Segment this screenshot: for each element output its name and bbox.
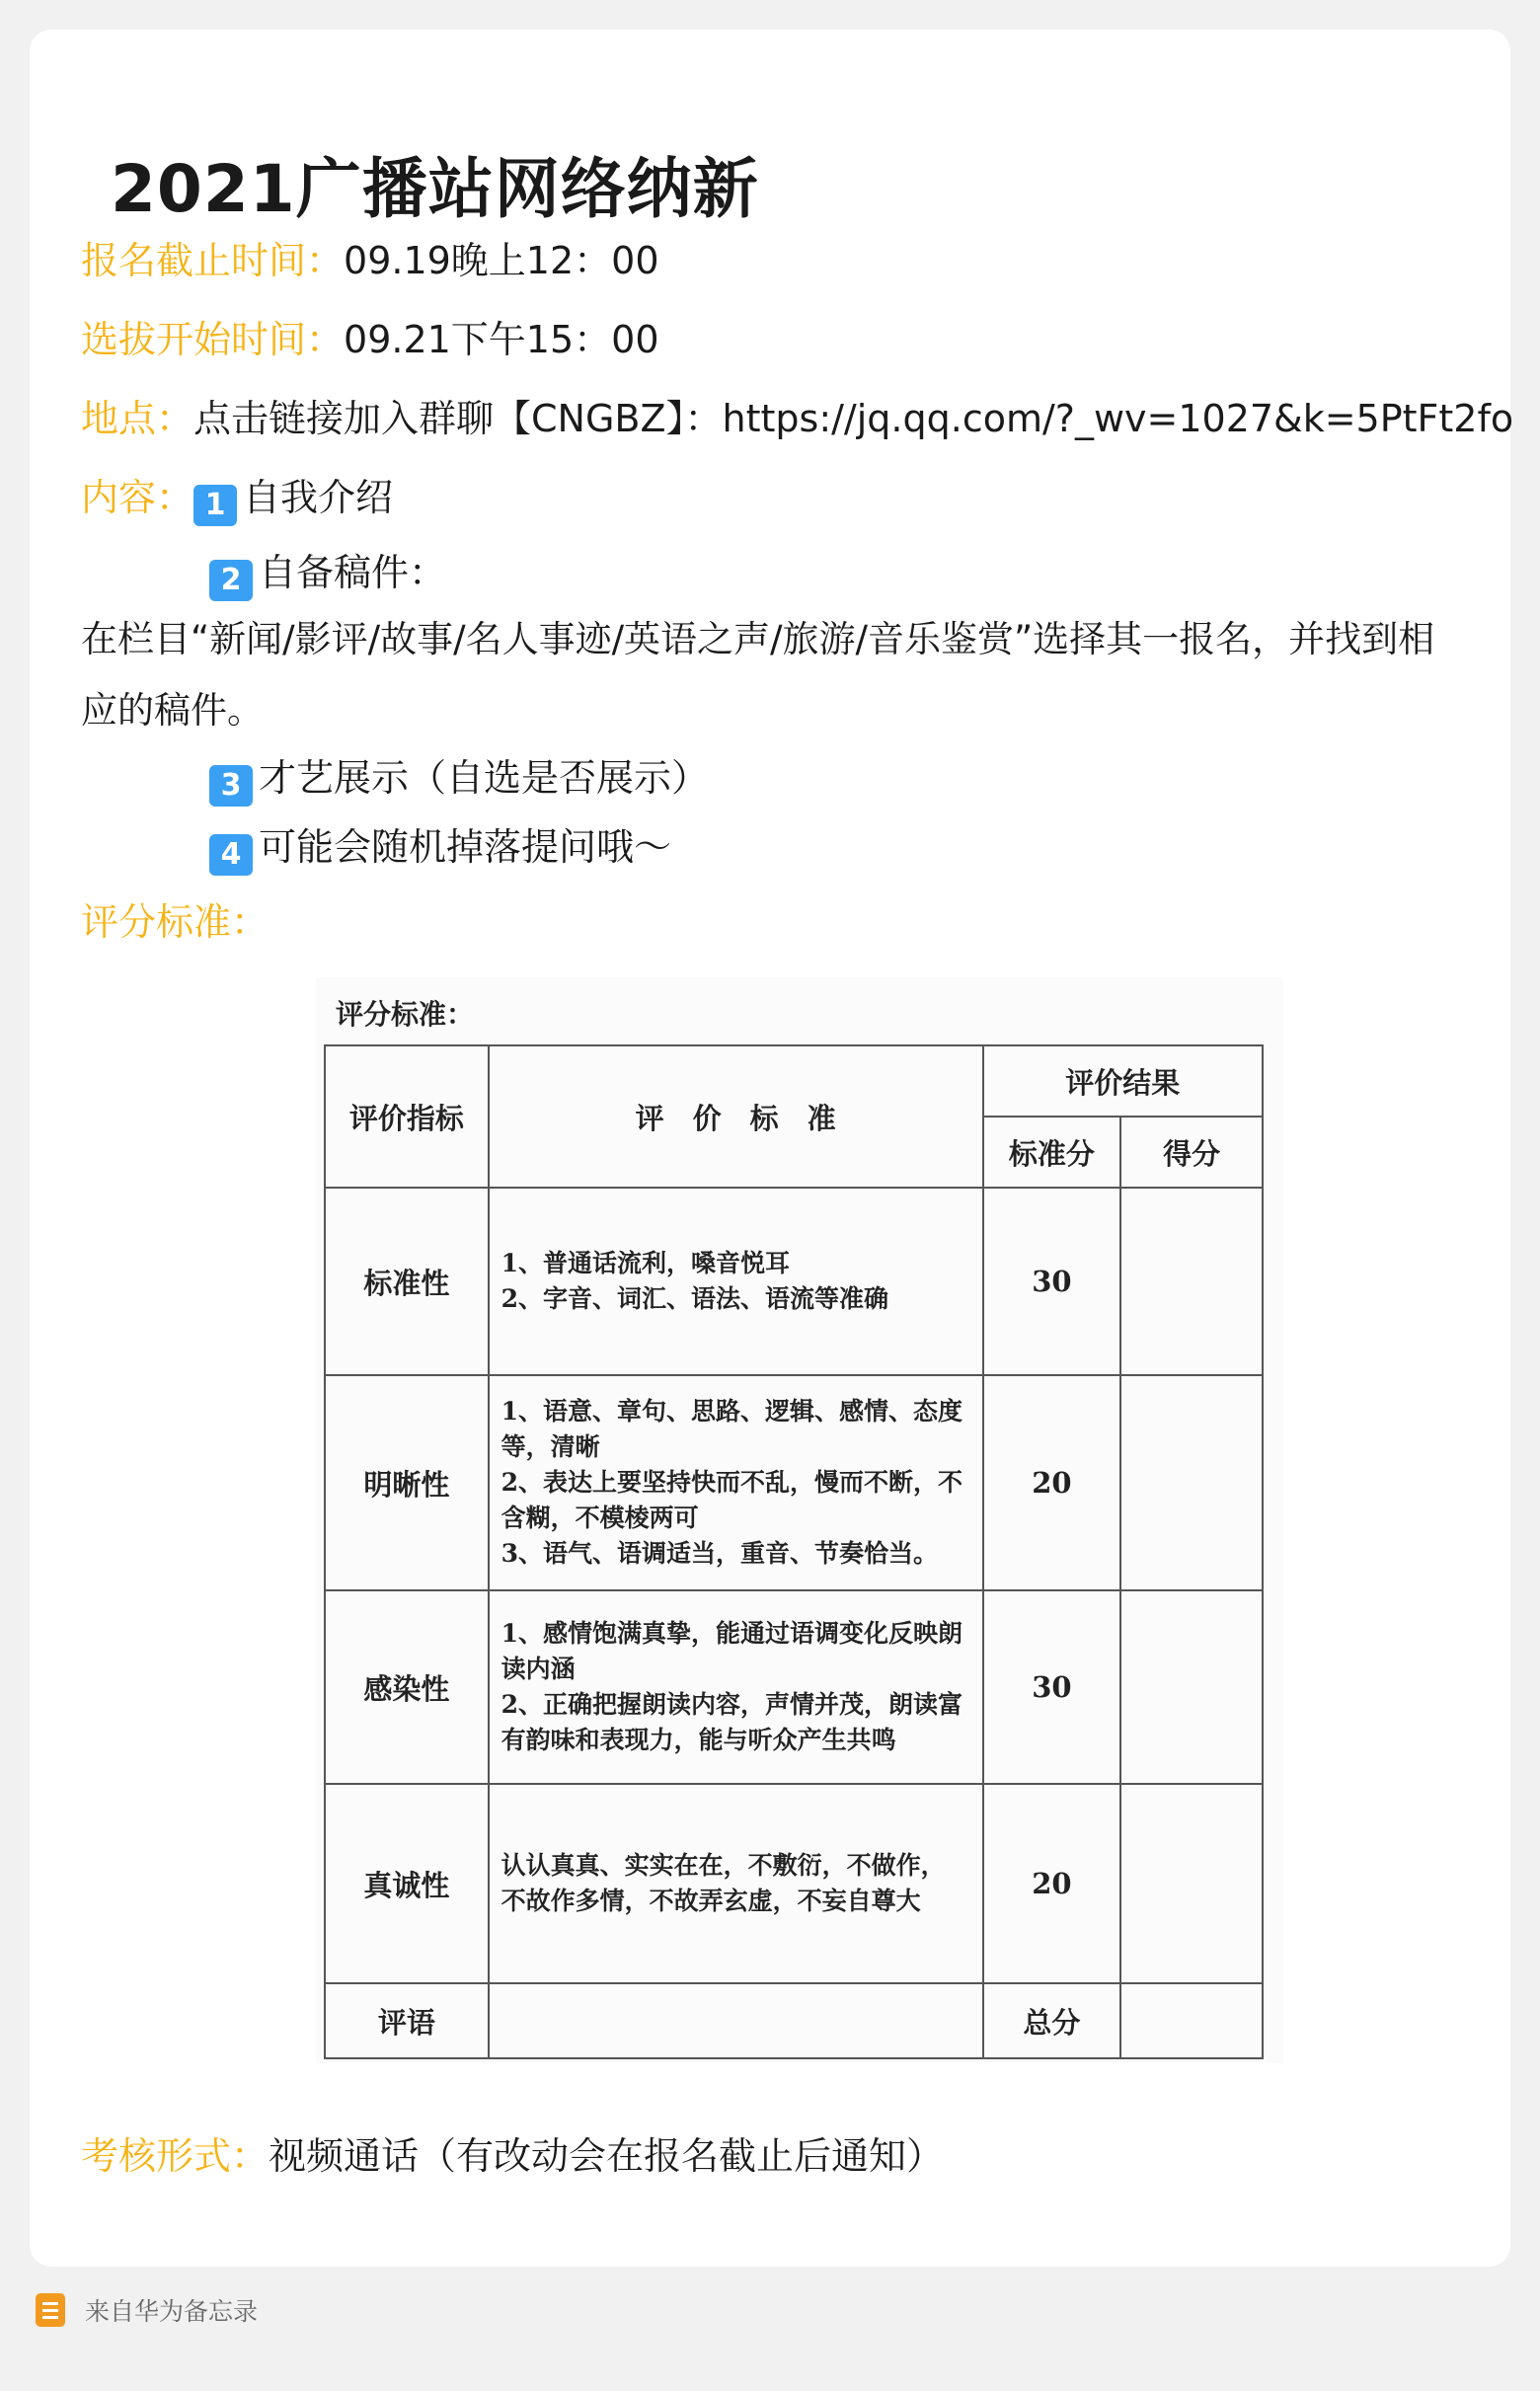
content-item-2: 自备稿件：: [259, 551, 447, 594]
scoring-label: 评分标准：: [81, 900, 270, 944]
criteria-cell: 1、普通话流利，嗓音悦耳 2、字音、词汇、语法、语流等准确: [489, 1188, 983, 1375]
assessment-label: 考核形式：: [81, 2134, 270, 2178]
total-label-cell: 总分: [983, 1983, 1121, 2058]
deadline-label: 报名截止时间：: [81, 239, 345, 282]
location-row: [81, 395, 1513, 442]
criteria-cell: 认认真真、实实在在，不敷衍，不做作，不故作多情，不故弄玄虚，不妄自尊大: [489, 1784, 983, 1983]
table-row: [325, 1784, 1263, 1983]
memo-app-icon: [36, 2293, 65, 2327]
scan-title: 评分标准：: [336, 998, 475, 1031]
content-label: 内容：: [81, 476, 194, 519]
comment-label-cell: 评语: [325, 1983, 489, 2058]
deadline-value: 09.19晚上12：00: [344, 239, 659, 282]
scoring-table: [324, 1044, 1264, 2059]
score-cell: [1120, 1188, 1263, 1375]
content-item-row-2: [209, 549, 446, 601]
footer-source-text: 来自华为备忘录: [85, 2297, 259, 2326]
number-1-icon: 1: [193, 485, 237, 526]
indicator-cell: 标准性: [325, 1188, 489, 1375]
header-standard-score: 标准分: [983, 1117, 1121, 1188]
header-score: 得分: [1120, 1117, 1263, 1188]
deadline-row: [81, 237, 659, 284]
indicator-cell: 感染性: [325, 1590, 489, 1784]
header-result: 评价结果: [983, 1045, 1263, 1117]
criteria-cell: 1、感情饱满真挚，能通过语调变化反映朗读内涵 2、正确把握朗读内容，声情并茂，朗读富有韵味和表现力，能与听众产生共鸣: [489, 1590, 983, 1784]
number-4-icon: 4: [209, 834, 253, 876]
header-criteria: 评 价 标 准: [489, 1045, 983, 1188]
score-cell: [1120, 1375, 1263, 1590]
table-row: [325, 1375, 1263, 1590]
assessment-value: 视频通话（有改动会在报名截止后通知）: [269, 2134, 945, 2178]
indicator-cell: 真诚性: [325, 1784, 489, 1983]
total-cell: [1120, 1983, 1263, 2058]
standard-score-cell: 30: [983, 1188, 1121, 1375]
standard-score-cell: 20: [983, 1375, 1121, 1590]
content-item-1: 自我介绍: [243, 476, 394, 519]
selection-label: 选拔开始时间：: [81, 318, 345, 361]
selection-row: [81, 316, 659, 363]
number-2-icon: 2: [209, 560, 253, 601]
table-row-comment: [325, 1983, 1263, 2058]
standard-score-cell: 20: [983, 1784, 1121, 1983]
number-3-icon: 3: [209, 765, 253, 807]
criteria-cell: 1、语意、章句、思路、逻辑、感情、态度等，清晰 2、表达上要坚持快而不乱，慢而不断，不含糊，不模棱两可 3、语气、语调适当，重音、节奏恰当。: [489, 1375, 983, 1590]
content-item-4: 可能会随机掉落提问哦～: [259, 825, 672, 869]
assessment-row: [81, 2132, 944, 2180]
table-row: [325, 1590, 1263, 1784]
scoring-table-image: [316, 977, 1283, 2063]
selection-value: 09.21下午15：00: [344, 318, 659, 361]
content-item-3: 才艺展示（自选是否展示）: [259, 756, 710, 800]
content-item-row-4: [209, 823, 671, 876]
scoring-row: [81, 898, 269, 946]
indicator-cell: 明晰性: [325, 1375, 489, 1590]
footer-source[interactable]: [36, 2292, 258, 2332]
location-label: 地点：: [81, 397, 194, 440]
header-indicator: 评价指标: [325, 1045, 489, 1188]
score-cell: [1120, 1590, 1263, 1784]
content-paragraph: 在栏目“新闻/影评/故事/名人事迹/英语之声/旅游/音乐鉴赏”选择其一报名，并找到相应的稿件。: [81, 618, 1435, 732]
content-row: [81, 474, 393, 526]
table-row: [325, 1188, 1263, 1375]
score-cell: [1120, 1784, 1263, 1983]
content-item-row-3: [209, 754, 709, 807]
location-link[interactable]: 点击链接加入群聊【CNGBZ】：https://jq.qq.com/?_wv=1027&k=5PtFt2fo: [193, 397, 1514, 440]
standard-score-cell: 30: [983, 1590, 1121, 1784]
note-title: 2021广播站网络纳新: [111, 151, 759, 227]
comment-cell: [489, 1983, 983, 2058]
